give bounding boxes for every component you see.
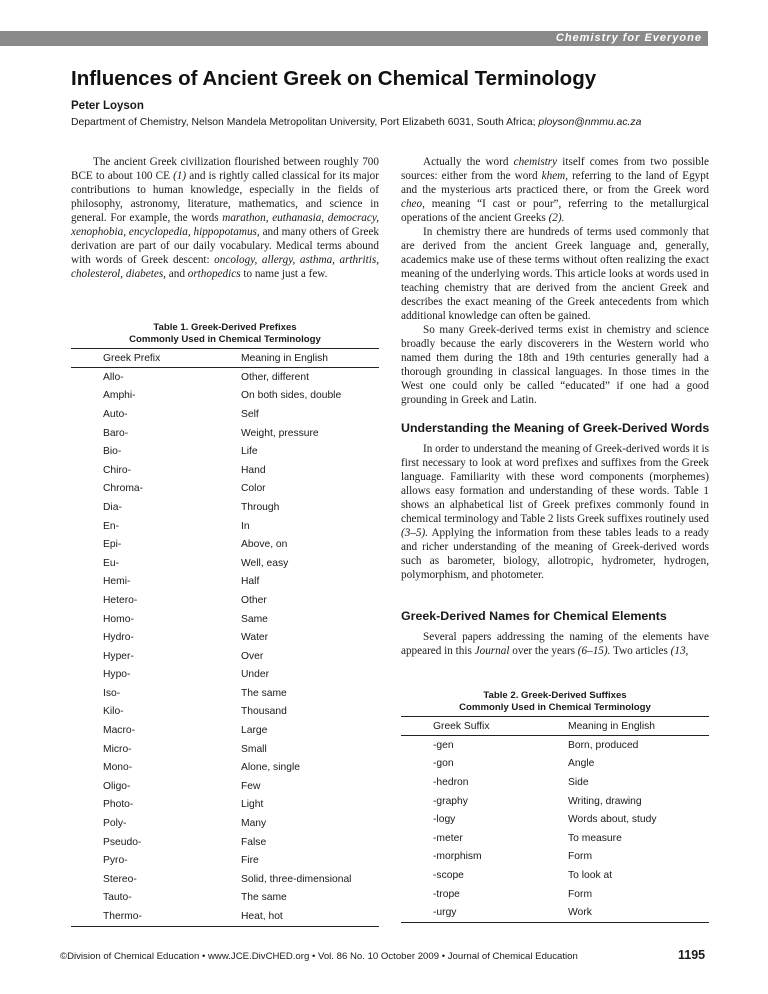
table-row	[71, 610, 379, 629]
article-title: Influences of Ancient Greek on Chemical Terminology	[71, 67, 597, 90]
text-run: to name just a few.	[240, 268, 328, 280]
text-run: Actually the word	[423, 156, 514, 168]
table-row	[401, 773, 709, 792]
table-row	[401, 755, 709, 774]
table-cell-meaning: Form	[568, 888, 593, 900]
italic-run: (3–5).	[401, 527, 429, 539]
table-cell-greek: Pyro-	[103, 855, 128, 867]
table-cell-greek: Photo-	[103, 799, 134, 811]
section1-body	[401, 442, 709, 582]
table-cell-meaning: Light	[241, 799, 264, 811]
table-row	[71, 684, 379, 703]
table-cell-greek: -hedron	[433, 776, 469, 788]
left-column-body	[71, 155, 379, 281]
table-cell-greek: Baro-	[103, 427, 129, 439]
table-row	[71, 461, 379, 480]
text-run: In chemistry there are hundreds of terms used commonly that are derived from the ancient Greek language and, generally, academics make use of these terms without often realizing the exact meaning of the underlying words. This article looks at words used in teaching chemistry that are derived from the ancient Greek and describes the exact meaning of the Greek antecedents from which additional knowledge can often be gained.	[401, 226, 709, 322]
table-cell-greek: Hydro-	[103, 632, 134, 644]
table-cell-meaning: Water	[241, 632, 269, 644]
table-row	[401, 792, 709, 811]
table-cell-greek: Iso-	[103, 687, 121, 699]
italic-run: (6–15).	[577, 645, 611, 657]
paragraph	[401, 155, 709, 225]
table-row	[71, 907, 379, 926]
table-cell-greek: Pseudo-	[103, 836, 142, 848]
table-cell-greek: Bio-	[103, 446, 122, 458]
text-run: In order to understand the meaning of Greek-derived words it is first necessary to look at word prefixes and suffixes from the Greek language. Familiarity with these word components (morphemes) allows easy formation and understanding of these words. Table 1 shows an alphabetical list of Greek prefixes commonly found in chemical terminology and Table 2 lists Greek suffixes routinely used	[401, 443, 709, 525]
table-cell-greek: En-	[103, 520, 120, 532]
table-cell-greek: Thermo-	[71, 907, 241, 926]
table-cell-meaning: Self	[241, 408, 259, 420]
table-cell-meaning: Many	[241, 818, 267, 830]
table1-body	[71, 368, 379, 927]
table-cell-meaning: Work	[568, 903, 709, 922]
table-cell-meaning: Under	[241, 669, 270, 681]
italic-run: (1)	[173, 170, 187, 182]
page-number: 1195	[678, 948, 706, 962]
table-row	[71, 517, 379, 536]
table-cell-meaning: Same	[241, 613, 268, 625]
table-row	[71, 442, 379, 461]
italic-run: marathon, euthanasia, democracy, xenophobia, encyclopedia, hippopotamus,	[71, 212, 379, 238]
section2-body	[401, 630, 709, 658]
text-run: itself comes from two possible sources: either from the word	[401, 156, 709, 182]
table-cell-meaning: Over	[241, 650, 264, 662]
table-cell-greek: Eu-	[103, 557, 120, 569]
table1-caption-title: Table 1. Greek-Derived Prefixes	[153, 322, 297, 333]
table2-greek-suffixes	[401, 716, 709, 923]
table-row	[71, 424, 379, 443]
table-cell-meaning: Heat, hot	[241, 907, 379, 926]
table-cell-meaning: In	[241, 520, 250, 532]
table-cell-meaning: Half	[241, 576, 260, 588]
table-cell-meaning: The same	[241, 687, 287, 699]
text-run: meaning “I cast or pour”, referring to the metallurgical operations of the ancient Greeks	[401, 198, 709, 224]
table-cell-greek: Hetero-	[103, 594, 138, 606]
table-cell-greek: Oligo-	[103, 780, 131, 792]
table-cell-greek: Hemi-	[103, 576, 131, 588]
text-run: The ancient Greek civilization flourished between roughly 700 BCE to about 100 CE	[71, 156, 379, 182]
table2-header-suffix: Greek Suffix	[401, 717, 568, 736]
table-cell-greek: Micro-	[103, 743, 132, 755]
table-row	[71, 405, 379, 424]
page-footer: ©Division of Chemical Education • www.JCE.DivCHED.org • Vol. 86 No. 10 October 2009 • Journal of Chemical Education	[60, 951, 578, 962]
affiliation-text: Department of Chemistry, Nelson Mandela Metropolitan University, Port Elizabeth 6031, South Africa;	[71, 117, 536, 128]
table-row	[71, 666, 379, 685]
table-cell-meaning: Writing, drawing	[568, 795, 642, 807]
author-email[interactable]: ployson@nmmu.ac.za	[538, 117, 642, 128]
table-row	[71, 647, 379, 666]
table1-header-prefix: Greek Prefix	[71, 349, 241, 368]
table-cell-meaning: Side	[568, 776, 589, 788]
text-run: and is rightly called classical for its major contributions to human knowledge, especially in the fields of philosophy, astronomy, literature, mathematics, and science in general. For example, the words	[71, 170, 379, 224]
table-cell-meaning: Large	[241, 725, 268, 737]
italic-run: oncology, allergy, asthma, arthritis, cholesterol, diabetes,	[71, 254, 379, 280]
section-heading-elements: Greek-Derived Names for Chemical Elements	[401, 609, 667, 623]
table-cell-meaning: To measure	[568, 832, 622, 844]
table2-header-meaning: Meaning in English	[568, 717, 709, 736]
paragraph	[401, 630, 709, 658]
table-cell-greek: -meter	[433, 832, 463, 844]
table-cell-meaning: Life	[241, 446, 258, 458]
table-cell-greek: Chiro-	[103, 464, 132, 476]
paragraph	[71, 155, 379, 281]
table-cell-greek: Amphi-	[103, 390, 136, 402]
text-run: referring to the land of Egypt and the mysterious arts practiced there, or from the Greek word	[401, 170, 709, 196]
table-cell-greek: -gen	[433, 739, 454, 751]
table-cell-greek: Tauto-	[103, 892, 132, 904]
table-row	[71, 870, 379, 889]
table-row	[401, 736, 709, 755]
table-cell-meaning: Thousand	[241, 706, 287, 718]
table-cell-greek: Mono-	[103, 762, 133, 774]
italic-run: khem,	[541, 170, 569, 182]
table-cell-greek: Homo-	[103, 613, 134, 625]
table-row	[71, 535, 379, 554]
text-run: and many others of Greek derivation are part of our daily vocabulary. Medical terms abound with words of Greek descent:	[71, 226, 380, 266]
table-row	[71, 758, 379, 777]
table-row	[71, 777, 379, 796]
table-row	[71, 740, 379, 759]
table-cell-greek: Chroma-	[103, 483, 144, 495]
table-cell-meaning: To look at	[568, 869, 613, 881]
table-cell-meaning: Through	[241, 501, 280, 513]
table-row	[401, 885, 709, 904]
table-row	[71, 498, 379, 517]
table-row	[401, 829, 709, 848]
table-cell-greek: -logy	[433, 814, 456, 826]
table-cell-meaning: Other	[241, 594, 267, 606]
paragraph	[401, 442, 709, 582]
table-cell-greek: Allo-	[103, 371, 124, 383]
italic-run: orthopedics	[187, 268, 241, 280]
table-cell-greek: Epi-	[103, 539, 122, 551]
table-cell-meaning: Angle	[568, 758, 595, 770]
table-cell-greek: -gon	[433, 758, 454, 770]
table-cell-meaning: Solid, three-dimensional	[241, 873, 352, 885]
table2-body	[401, 736, 709, 923]
table-cell-greek: -urgy	[401, 903, 568, 922]
table-cell-greek: -graphy	[433, 795, 468, 807]
table-row	[71, 368, 379, 387]
table-cell-greek: Macro-	[103, 725, 136, 737]
table-row	[71, 703, 379, 722]
table-row	[71, 591, 379, 610]
table-cell-greek: Hypo-	[103, 669, 131, 681]
section-banner	[0, 31, 708, 46]
table2-caption	[401, 690, 709, 714]
table-cell-greek: -morphism	[433, 851, 482, 863]
table-cell-greek: -trope	[433, 888, 460, 900]
table-cell-greek: Poly-	[103, 818, 127, 830]
table-cell-meaning: Alone, single	[241, 762, 300, 774]
table-cell-greek: Auto-	[103, 408, 128, 420]
table1-caption	[71, 322, 379, 346]
table-cell-meaning: Hand	[241, 464, 266, 476]
table-row	[71, 796, 379, 815]
table-cell-meaning: Color	[241, 483, 266, 495]
table-row	[401, 903, 709, 922]
table-cell-meaning: On both sides, double	[241, 390, 342, 402]
table-cell-meaning: Small	[241, 743, 267, 755]
table-row	[71, 889, 379, 908]
text-run: So many Greek-derived terms exist in chemistry and science broadly because the early discoverers in the Western world who named them during the 18th and 19th centuries generally had a thorough grounding in classical languages. In those times in the West one could only be called “educated” if one had a good grounding in Greek and Latin.	[401, 324, 709, 406]
italic-run: (13,	[670, 645, 689, 657]
table-row	[71, 554, 379, 573]
table-cell-meaning: Fire	[241, 855, 259, 867]
table-cell-greek: Hyper-	[103, 650, 134, 662]
table1-header-meaning: Meaning in English	[241, 349, 379, 368]
table-cell-greek: Dia-	[103, 501, 122, 513]
table-cell-meaning: False	[241, 836, 267, 848]
section-heading-understanding: Understanding the Meaning of Greek-Derived Words	[401, 421, 710, 435]
table2-caption-title: Table 2. Greek-Derived Suffixes	[483, 690, 627, 701]
table-cell-meaning: Well, easy	[241, 557, 289, 569]
italic-run: Journal	[474, 645, 510, 657]
table1-greek-prefixes	[71, 348, 379, 927]
table-row	[71, 833, 379, 852]
table-row	[71, 387, 379, 406]
italic-run: chemistry	[513, 156, 558, 168]
table2-caption-subtitle: Commonly Used in Chemical Terminology	[459, 702, 651, 713]
table-row	[71, 721, 379, 740]
table-row	[71, 480, 379, 499]
author-affiliation	[71, 117, 641, 128]
section-label: Chemistry for Everyone	[555, 32, 702, 44]
text-run: Two articles	[610, 645, 671, 657]
table-row	[401, 866, 709, 885]
table-cell-meaning: Born, produced	[568, 739, 639, 751]
text-run: Several papers addressing the naming of the elements have appeared in this	[401, 631, 709, 657]
italic-run: (2).	[548, 212, 565, 224]
table1-caption-subtitle: Commonly Used in Chemical Terminology	[129, 334, 321, 345]
table-cell-greek: -scope	[433, 869, 464, 881]
table-cell-meaning: Above, on	[241, 539, 288, 551]
paragraph	[401, 323, 709, 407]
table-cell-greek: Kilo-	[103, 706, 124, 718]
italic-run: cheo,	[401, 198, 425, 210]
table-cell-meaning: Form	[568, 851, 593, 863]
author-name: Peter Loyson	[71, 100, 144, 112]
paragraph	[401, 225, 709, 323]
table-row	[401, 810, 709, 829]
table-row	[71, 628, 379, 647]
table-row	[71, 814, 379, 833]
table-row	[71, 573, 379, 592]
text-run: over the years	[509, 645, 578, 657]
table-cell-meaning: Weight, pressure	[241, 427, 319, 439]
table-cell-greek: Stereo-	[103, 873, 137, 885]
table-cell-meaning: Few	[241, 780, 261, 792]
text-run: and	[165, 268, 188, 280]
text-run: Applying the information from these tables leads to a ready and richer understanding of the meaning of Greek-derived words such as barometer, biology, allotropic, hydrometer, hydrogen, polymorphism, and photometer.	[401, 527, 709, 581]
table-cell-meaning: Words about, study	[568, 814, 657, 826]
table-row	[401, 848, 709, 867]
table-cell-meaning: The same	[241, 892, 287, 904]
table-row	[71, 851, 379, 870]
table-cell-meaning: Other, different	[241, 371, 309, 383]
right-column-body	[401, 155, 709, 407]
